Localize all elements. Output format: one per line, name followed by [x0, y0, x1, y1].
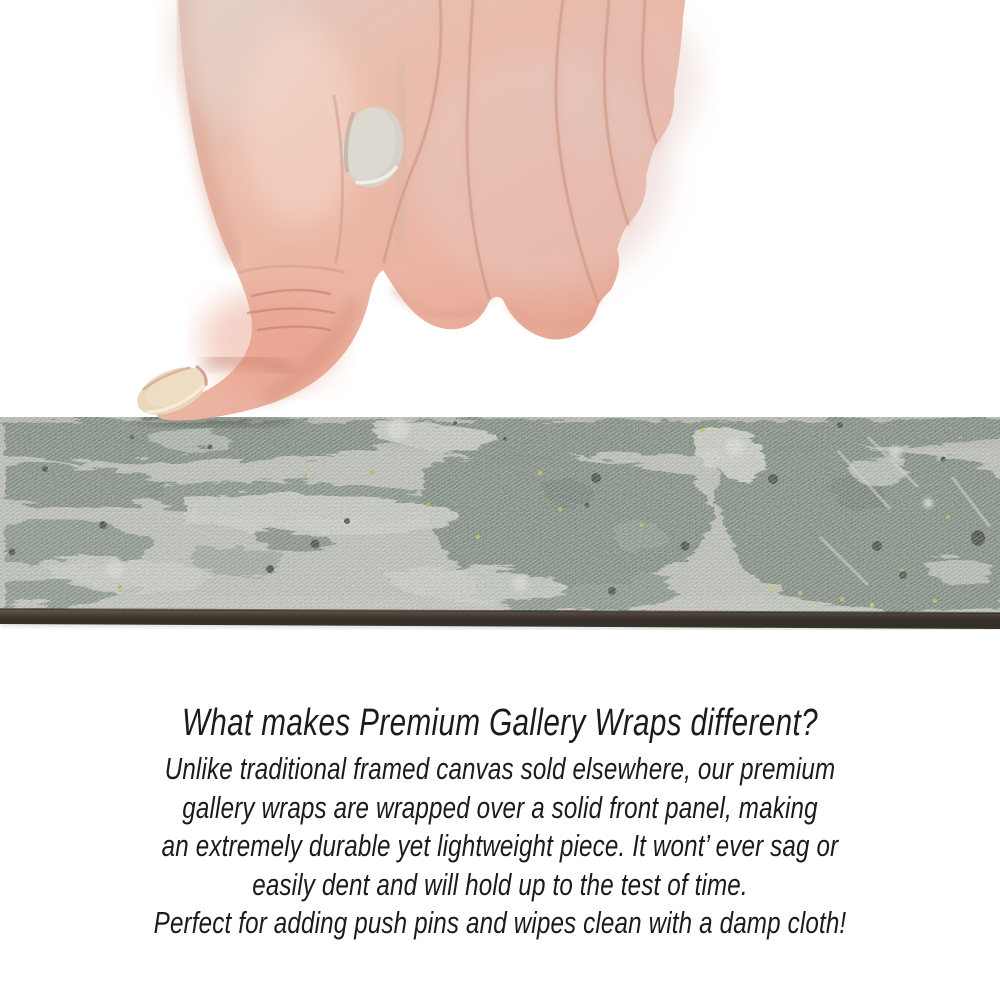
- canvas-weave: [0, 417, 1000, 617]
- page-title: What makes Premium Gallery Wraps different?: [181, 702, 819, 744]
- canvas-edge-texture: [0, 417, 1000, 633]
- hand-photo: [0, 0, 1000, 432]
- info-text-block: [110, 701, 890, 943]
- body-line: easily dent and will hold up to the test of time.: [252, 866, 748, 902]
- body-line: Unlike traditional framed canvas sold elsewhere, our premium: [164, 751, 836, 786]
- body-line: Perfect for adding push pins and wipes clean with a damp cloth!: [153, 905, 847, 941]
- body-line: gallery wraps are wrapped over a solid front panel, making: [182, 789, 818, 825]
- body-line: an extremely durable yet lightweight piece. It wont’ ever sag or: [161, 828, 839, 864]
